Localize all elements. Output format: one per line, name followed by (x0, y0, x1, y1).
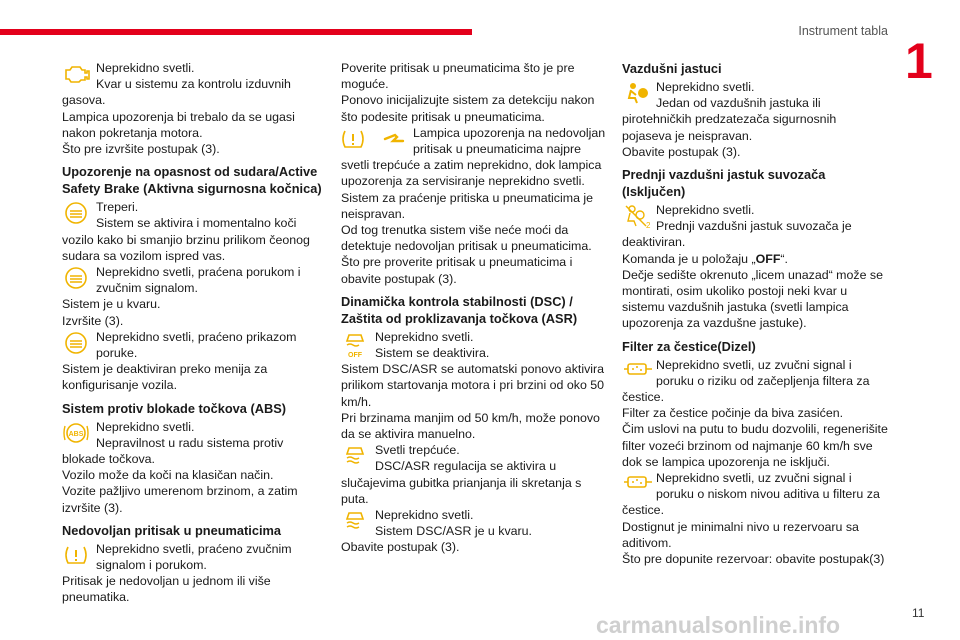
text: Sistem DSC/ASR je u kvaru. (375, 524, 532, 539)
column-2 (341, 60, 607, 556)
engine-check-icon (62, 60, 96, 90)
dpf-block-1 (622, 357, 888, 470)
text: Neprekidno svetli, uz zvučni signal i poruku o niskom nivou aditiva u filteru za čestice. (622, 471, 880, 518)
collision-warning-icon (62, 264, 96, 294)
text: Sistem za praćenje pritiska u pneumaticima je neispravan. (341, 190, 594, 221)
text: Nepravilnost u radu sistema protiv blokade točkova. (62, 435, 284, 467)
text: Vozite pažljivo umerenom brzinom, a zatim izvršite (3). (62, 484, 298, 515)
airbag-block (622, 79, 888, 160)
text: Ponovo inicijalizujte sistem za detekciju nakon što podesite pritisak u pneumaticima. (341, 93, 595, 124)
text: Obavite postupak (3). (622, 144, 741, 159)
text: Treperi. (96, 200, 139, 215)
tyre-fault-block (341, 125, 607, 190)
heading-dsc: Dinamička kontrola stabilnosti (DSC) / Zaštita od proklizavanja točkova (ASR) (341, 293, 578, 326)
heading-dpf: Filter za čestice(Dizel) (622, 338, 756, 354)
collision-block-3 (62, 329, 326, 394)
text: Neprekidno svetli. (656, 203, 755, 218)
text: Neprekidno svetli, uz zvučni signal i poruku o riziku od začepljenja filtera za čestice. (622, 357, 870, 405)
text: Obavite postupak (3). (341, 540, 460, 555)
chapter-number: 1 (905, 33, 933, 89)
text: Neprekidno svetli, praćeno zvučnim signalom i porukom. (96, 541, 292, 573)
passenger-airbag-off-icon (622, 202, 656, 232)
text: Sistem je u kvaru. (62, 297, 161, 312)
text: Neprekidno svetli, praćena porukom i zvučnim signalom. (96, 265, 301, 296)
column-3 (622, 60, 888, 567)
text: Što pre proverite pritisak u pneumaticima i obavite postupak (3). (341, 255, 573, 286)
dsc-icon (341, 507, 375, 537)
text: Čim uslovi na putu to budu dozvolili, regenerišite filter vozeći brzinom od najmanje 60 km/h sve dok se lampica upozorenja ne isključi. (622, 422, 888, 469)
collision-warning-icon (62, 199, 96, 229)
text: Jedan od vazdušnih jastuka ili pirotehničkih predzatezača sigurnosnih pojaseva je neispravan. (622, 96, 837, 143)
text: Prednji vazdušni jastuk suvozača je deaktiviran. (622, 219, 852, 250)
section-title: Instrument tabla (798, 24, 888, 38)
passenger-airbag-block (622, 202, 888, 332)
text: Izvršite (3). (62, 313, 124, 328)
dsc-icon (341, 442, 375, 472)
dsc-flash-block (341, 442, 607, 507)
text: Svetli trepćuće. (375, 443, 460, 458)
tyre-block (62, 541, 326, 606)
heading-passenger-airbag: Prednji vazdušni jastuk suvozača (Isključen) (622, 167, 826, 200)
text: Neprekidno svetli. (375, 329, 474, 344)
dsc-fault-block (341, 507, 607, 556)
text: DSC/ASR regulacija se aktivira u slučajevima gubitka prianjanja ili skretanja s puta. (341, 459, 582, 506)
abs-block (62, 419, 326, 516)
heading-airbags: Vazdušni jastuci (622, 61, 722, 76)
particle-filter-icon (622, 357, 656, 387)
text: Što pre dopunite rezervoar: obavite postupak(3) (622, 552, 885, 567)
abs-icon (62, 419, 96, 449)
particle-filter-icon (622, 470, 656, 500)
text: Što pre izvršite postupak (3). (62, 142, 220, 157)
svg-text:2: 2 (646, 221, 651, 231)
collision-block-1 (62, 199, 326, 264)
airbag-icon (622, 79, 656, 109)
column-1 (62, 60, 326, 606)
dsc-off-label: OFF (348, 351, 362, 359)
text: Lampica upozorenja bi trebalo da se ugasi nakon pokretanja motora. (62, 109, 295, 140)
text: Vozilo može da koči na klasičan način. (62, 468, 274, 483)
text: Neprekidno svetli. (656, 80, 755, 94)
dsc-off-icon (341, 329, 375, 359)
page-number: 11 (912, 606, 925, 620)
engine-warning-block (62, 60, 326, 157)
text: Sistem se deaktivira. (375, 346, 490, 361)
text: Komanda je u položaju „ (622, 251, 756, 266)
collision-block-2 (62, 264, 326, 329)
text (622, 251, 888, 267)
text: Filter za čestice počinje da biva zasićen. (622, 406, 844, 421)
heading-collision: Upozorenje na opasnost od sudara/Active Safety Brake (Aktivna sigurnosna kočnica) (62, 164, 322, 197)
text: Sistem se aktivira i momentalno koči vozilo kako bi smanjio brzinu prilikom čeonog sudara sa vozilom ispred vas. (62, 216, 310, 263)
text: Neprekidno svetli. (96, 61, 195, 75)
off-label: OFF (755, 251, 781, 266)
text: “. (780, 251, 788, 266)
text: Pritisak je nedovoljan u jednom ili više pneumatika. (62, 574, 271, 605)
text: Od tog trenutka sistem više neće moći da detektuje nedovoljan pritisak u pneumaticima. (341, 223, 592, 254)
top-red-bar (0, 29, 472, 35)
heading-abs: Sistem protiv blokade točkova (ABS) (62, 400, 286, 416)
text: Neprekidno svetli, praćeno prikazom poruke. (96, 329, 297, 361)
text: Neprekidno svetli. (96, 419, 195, 434)
text: Dečje sedište okrenuto „licem unazad“ može se montirati, osim ukoliko postoji neki kvar u sistemu vazdušnih jastuka (svetli lampica upozorenja za vazdušne jastuke). (622, 267, 884, 331)
text: Poverite pritisak u pneumaticima što je pre moguće. (341, 61, 575, 92)
text: Kvar u sistemu za kontrolu izduvnih gasova. (62, 77, 291, 108)
text: Sistem DSC/ASR se automatski ponovo aktivira prilikom startovanja motora i pri brzini od oko 50 km/h. (341, 362, 605, 409)
svg-text:ABS: ABS (68, 430, 84, 438)
heading-tyre-pressure: Nedovoljan pritisak u pneumaticima (62, 522, 282, 538)
text: Sistem je deaktiviran preko menija za konfigurisanje vozila. (62, 362, 268, 393)
text: Dostignut je minimalni nivo u rezervoaru sa aditivom. (622, 519, 859, 550)
collision-warning-icon (62, 329, 96, 359)
tyre-pressure-icon (62, 541, 96, 571)
dpf-block-2 (622, 470, 888, 567)
dsc-off-block (341, 329, 607, 442)
watermark: carmanualsonline.info (596, 612, 841, 638)
tyre-and-service-icons (341, 125, 413, 155)
text: Neprekidno svetli. (375, 508, 474, 523)
text: Lampica upozorenja na nedovoljan pritisak u pneumaticima najpre svetli trepćuće a zatim neprekidno, dok lampica upozorenja za servisiranje neprekidno svetli. (341, 125, 606, 189)
text: Pri brzinama manjim od 50 km/h, može ponovo da se aktivira manuelno. (341, 410, 600, 442)
